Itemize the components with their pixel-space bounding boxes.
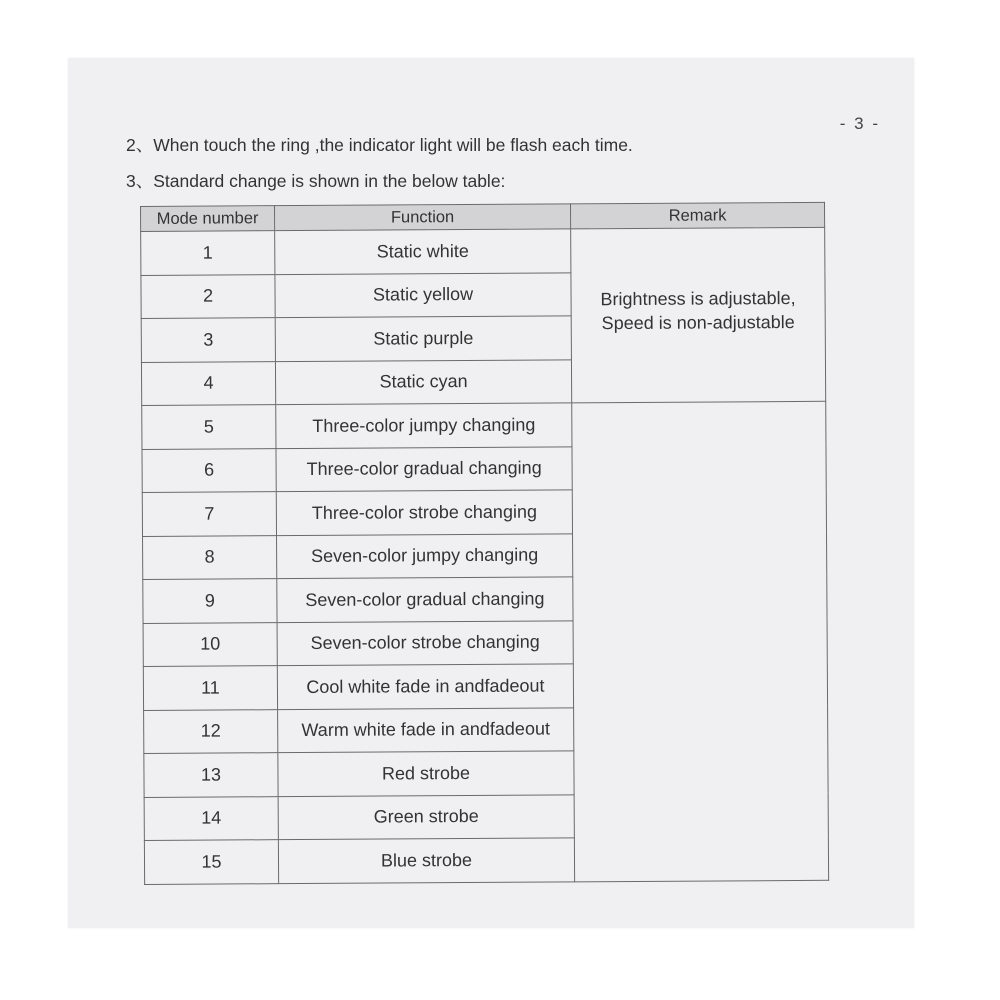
function-cell: Three-color strobe changing [276, 490, 572, 535]
mode-number-cell: 3 [141, 318, 275, 362]
function-cell: Blue strobe [278, 838, 574, 883]
mode-number-cell: 8 [143, 535, 277, 579]
mode-number-cell: 14 [144, 796, 278, 840]
header-mode-number: Mode number [141, 206, 275, 232]
remark-brightness: Brightness is adjustable, [600, 287, 796, 310]
page-number: - 3 - [839, 114, 880, 133]
mode-number-cell: 13 [144, 753, 278, 797]
function-cell: Static yellow [275, 272, 571, 317]
function-cell: Three-color gradual changing [276, 446, 572, 491]
header-function: Function [275, 204, 571, 231]
mode-number-cell: 10 [143, 622, 277, 666]
function-cell: Static cyan [275, 359, 571, 404]
function-cell: Seven-color jumpy changing [277, 533, 573, 578]
mode-number-cell: 5 [142, 405, 276, 449]
function-cell: Static purple [275, 316, 571, 361]
mode-table [140, 202, 829, 885]
remark-speed: Speed is non-adjustable [601, 312, 795, 334]
instruction-standard-change: 3、Standard change is shown in the below table: [126, 171, 506, 191]
function-cell: Seven-color gradual changing [277, 577, 573, 622]
function-cell: Green strobe [278, 794, 574, 839]
mode-number-cell: 7 [142, 492, 276, 536]
table-row [142, 401, 826, 449]
mode-number-cell: 11 [143, 666, 277, 710]
mode-number-cell: 9 [143, 579, 277, 623]
mode-number-cell: 12 [144, 709, 278, 753]
mode-number-cell: 1 [141, 231, 275, 275]
manual-page [68, 58, 914, 928]
function-cell: Cool white fade in andfadeout [277, 664, 573, 709]
function-cell: Warm white fade in andfadeout [278, 707, 574, 752]
function-cell: Red strobe [278, 751, 574, 796]
instruction-touch-ring: 2、When touch the ring ,the indicator light will be flash each time. [126, 135, 633, 155]
mode-number-cell: 15 [144, 840, 278, 884]
mode-number-cell: 6 [142, 448, 276, 492]
function-cell: Seven-color strobe changing [277, 620, 573, 665]
function-cell: Three-color jumpy changing [276, 403, 572, 448]
mode-number-cell: 4 [141, 361, 275, 405]
table-row [141, 227, 825, 275]
mode-number-cell: 2 [141, 274, 275, 318]
header-remark: Remark [570, 202, 824, 229]
remark-cell-static-modes [571, 227, 826, 403]
remark-cell-dynamic-modes [572, 401, 829, 881]
function-cell: Static white [275, 229, 571, 274]
